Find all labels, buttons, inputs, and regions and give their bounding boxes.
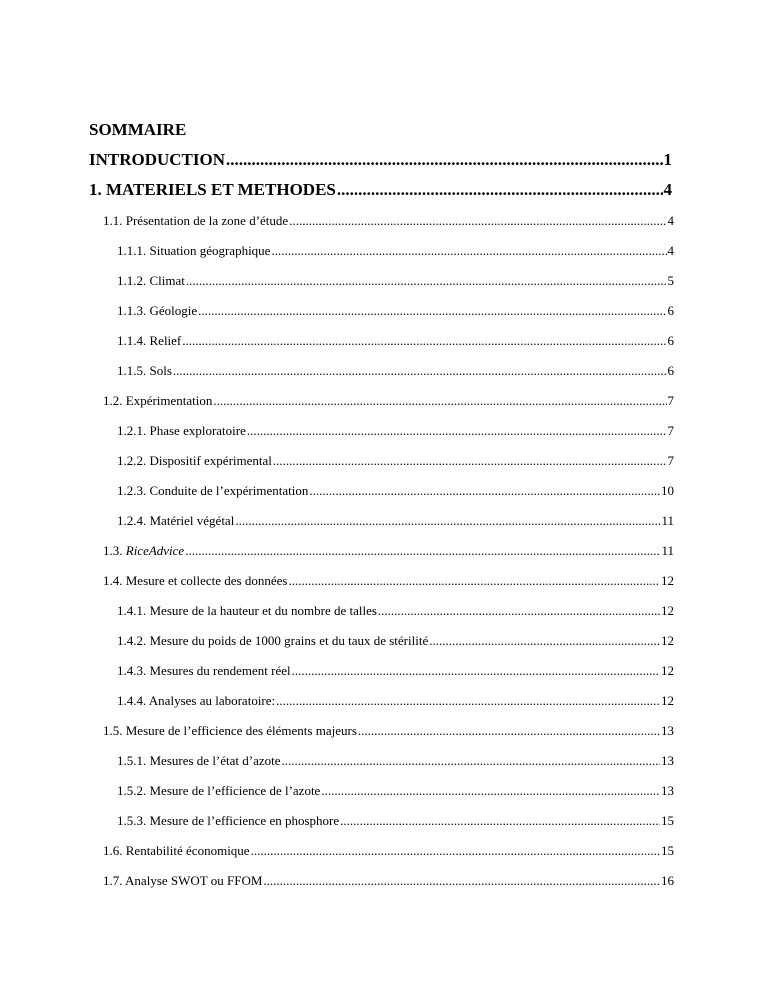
toc-entry-title: Mesure et collecte des données [125, 573, 288, 588]
toc-entry-title: Expérimentation [125, 393, 213, 408]
toc-entry[interactable] [117, 450, 674, 472]
toc-entry[interactable] [117, 240, 674, 262]
toc-entry-number: 1.2.3. [117, 483, 147, 498]
toc-entry[interactable] [89, 179, 672, 201]
toc-entry-title: Climat [149, 273, 185, 288]
toc-entry-number: 1. [89, 180, 102, 199]
toc-entry-label [117, 240, 270, 262]
toc-page-number: 12 [661, 603, 674, 618]
toc-page-number: 5 [667, 273, 674, 288]
toc-entry-title: Mesures de l’état d’azote [149, 753, 281, 768]
toc-page-number: 13 [661, 783, 674, 798]
toc-entry-number: 1.4.2. [117, 633, 147, 648]
dot-leader [273, 450, 667, 472]
toc-page-number: 4 [667, 213, 674, 228]
toc-entry-title: Analyses au laboratoire: [148, 693, 276, 708]
toc-page-number: 7 [667, 393, 674, 408]
dot-leader [247, 420, 667, 442]
toc-entry-label [103, 390, 212, 412]
toc-heading: SOMMAIRE [89, 120, 187, 139]
toc-page-number: 11 [661, 543, 674, 558]
dot-leader [429, 630, 660, 652]
dot-leader [263, 870, 660, 892]
toc-entry-title: MATERIELS ET METHODES [106, 180, 336, 199]
toc-entry-label [103, 840, 250, 862]
toc-entry[interactable] [117, 300, 674, 322]
toc-entry-label [103, 720, 357, 742]
toc-page-number: 10 [661, 483, 674, 498]
toc-entry-label [117, 510, 234, 532]
toc-entry[interactable] [117, 780, 674, 802]
toc-entry-title: Dispositif expérimental [149, 453, 272, 468]
toc-entry-number: 1.5.2. [117, 783, 147, 798]
toc-entry-label [117, 630, 428, 652]
toc-entry-title: Conduite de l’expérimentation [149, 483, 309, 498]
dot-leader [271, 240, 666, 262]
toc-entry[interactable] [117, 510, 674, 532]
toc-entry-title: Analyse SWOT ou FFOM [125, 873, 263, 888]
toc-entry-label [103, 540, 184, 562]
toc-entry-number: 1.7. [103, 873, 123, 888]
toc-entry-label: INTRODUCTION [89, 150, 226, 169]
toc-page-number: 16 [661, 873, 674, 888]
toc-page-number: 6 [667, 333, 674, 348]
toc-entry-number: 1.1.2. [117, 273, 147, 288]
dot-leader [289, 210, 666, 232]
dot-leader [282, 750, 660, 772]
toc-entry-title: Présentation de la zone d’étude [125, 213, 289, 228]
toc-page-number: 12 [661, 663, 674, 678]
toc-entry[interactable] [117, 360, 674, 382]
dot-leader [340, 810, 660, 832]
toc-entry-label [117, 300, 197, 322]
toc-entry-label [103, 570, 287, 592]
dot-leader [358, 720, 660, 742]
toc-entry-label [117, 270, 185, 292]
toc-entry-number: 1.6. [103, 843, 123, 858]
toc-page-number: 12 [661, 573, 674, 588]
toc-entry[interactable] [117, 630, 674, 652]
toc-page-number: 13 [661, 753, 674, 768]
toc-entry-number: 1.1.4. [117, 333, 147, 348]
dot-leader [226, 149, 662, 171]
toc-entry-number: 1.4.4. [117, 693, 147, 708]
toc-entry[interactable] [117, 420, 674, 442]
toc-entry[interactable] [117, 600, 674, 622]
toc-entry-title: Mesures du rendement réel [149, 663, 291, 678]
dot-leader [173, 360, 667, 382]
toc-page-number: 11 [661, 513, 674, 528]
toc-entry-label [117, 810, 339, 832]
toc-entry-number: 1.2.4. [117, 513, 147, 528]
toc-entry-title: Mesure du poids de 1000 grains et du taux de stérilité [149, 633, 429, 648]
toc-entry-title: RiceAdvice [125, 543, 185, 558]
toc-page-number: 6 [667, 363, 674, 378]
dot-leader [378, 600, 660, 622]
dot-leader [251, 840, 660, 862]
toc-entry[interactable] [103, 720, 674, 742]
toc-entry[interactable] [117, 330, 674, 352]
toc-entry-title: Situation géographique [149, 243, 271, 258]
toc-entry-label [89, 179, 336, 201]
toc-page-number: 6 [667, 303, 674, 318]
toc-entry[interactable] [103, 540, 674, 562]
toc-entry-number: 1.1.5. [117, 363, 147, 378]
dot-leader [198, 300, 666, 322]
toc-entry-title: Matériel végétal [149, 513, 235, 528]
toc-entry-number: 1.1.1. [117, 243, 147, 258]
toc-entry[interactable] [103, 390, 674, 412]
toc-page-number: 1 [663, 150, 672, 169]
toc-entry-title: Sols [149, 363, 172, 378]
toc-entry[interactable] [89, 149, 672, 171]
toc-page-number: 7 [667, 453, 674, 468]
toc-entry-number: 1.4. [103, 573, 123, 588]
toc-entry-number: 1.4.1. [117, 603, 147, 618]
toc-entry-title: Mesure de l’efficience des éléments majeurs [125, 723, 357, 738]
toc-entry-number: 1.2. [103, 393, 123, 408]
toc-entry[interactable] [117, 270, 674, 292]
toc-entry-title: Mesure de la hauteur et du nombre de talles [149, 603, 377, 618]
dot-leader [276, 690, 660, 712]
toc-entry-number: 1.1.3. [117, 303, 147, 318]
dot-leader [235, 510, 660, 532]
dot-leader [292, 660, 660, 682]
toc-entry-label [117, 780, 320, 802]
dot-leader [309, 480, 660, 502]
toc-entry-number: 1.3. [103, 543, 123, 558]
toc-entry-title: Rentabilité économique [125, 843, 250, 858]
toc-entry[interactable] [117, 660, 674, 682]
toc-entry-label [117, 450, 272, 472]
toc-entry-title: Mesure de l’efficience de l’azote [149, 783, 321, 798]
toc-entry[interactable] [117, 810, 674, 832]
dot-leader [182, 330, 666, 352]
dot-leader [321, 780, 660, 802]
toc-entry-title: Géologie [149, 303, 198, 318]
toc-entry-title: Phase exploratoire [149, 423, 246, 438]
toc-entry-label [117, 600, 377, 622]
toc-page-number: 12 [661, 693, 674, 708]
toc-entry[interactable] [103, 840, 674, 862]
toc-entry[interactable] [117, 480, 674, 502]
toc-entry-label [117, 660, 291, 682]
dot-leader [185, 540, 660, 562]
toc-entry-label [117, 330, 181, 352]
toc-entry-label [103, 210, 288, 232]
toc-entry-label [117, 750, 281, 772]
toc-entry[interactable] [117, 750, 674, 772]
toc-page-number: 15 [661, 813, 674, 828]
toc-entry-number: 1.2.1. [117, 423, 147, 438]
dot-leader [288, 570, 660, 592]
toc-page-number: 7 [667, 423, 674, 438]
toc-page-number: 4 [667, 243, 674, 258]
toc-entry-number: 1.5.3. [117, 813, 147, 828]
toc-entry[interactable] [117, 690, 674, 712]
toc-page-number: 12 [661, 633, 674, 648]
toc-entry-title: Relief [149, 333, 182, 348]
toc-entry-number: 1.4.3. [117, 663, 147, 678]
toc-entry-number: 1.5.1. [117, 753, 147, 768]
toc-entry[interactable] [103, 870, 674, 892]
dot-leader [186, 270, 667, 292]
toc-page-number: 15 [661, 843, 674, 858]
dot-leader [337, 179, 663, 201]
toc-entry-label [117, 420, 246, 442]
toc-entry-label [103, 870, 262, 892]
toc-entry[interactable] [103, 570, 674, 592]
toc-entry-title: Mesure de l’efficience en phosphore [149, 813, 340, 828]
toc-entry[interactable] [103, 210, 674, 232]
toc-entry-number: 1.1. [103, 213, 123, 228]
toc-page-number: 13 [661, 723, 674, 738]
toc-entry-number: 1.2.2. [117, 453, 147, 468]
toc-entry-label [117, 480, 308, 502]
toc-entry-label [117, 360, 172, 382]
toc-page-number: 4 [663, 180, 672, 199]
toc-entry-number: 1.5. [103, 723, 123, 738]
toc-entry-label [117, 690, 275, 712]
dot-leader [213, 390, 666, 412]
